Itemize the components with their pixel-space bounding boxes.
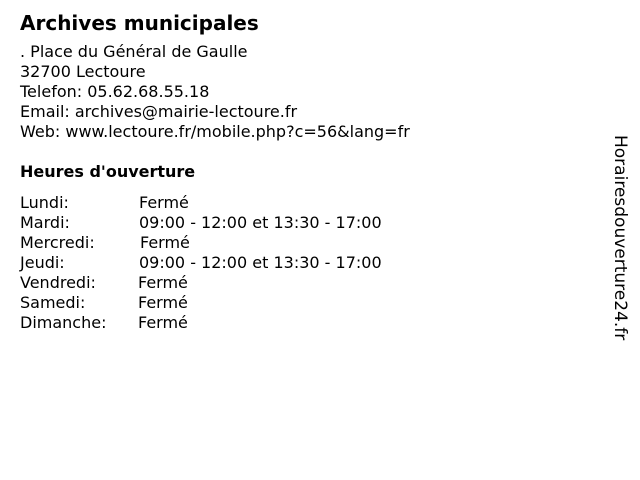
hours-value: Fermé — [138, 273, 188, 292]
hours-heading: Heures d'ouverture — [20, 162, 196, 181]
phone-line: Telefon: 05.62.68.55.18 — [20, 82, 210, 101]
hours-row-saturday — [20, 293, 600, 313]
hours-row-wednesday — [20, 233, 600, 253]
hours-value: Fermé — [138, 293, 188, 312]
day-label: Mercredi: — [20, 233, 95, 252]
hours-row-thursday — [20, 253, 600, 273]
day-label: Vendredi: — [20, 273, 96, 292]
day-label: Jeudi: — [20, 253, 65, 272]
hours-value: 09:00 - 12:00 et 13:30 - 17:00 — [139, 253, 382, 272]
page-title: Archives municipales — [20, 11, 259, 35]
hours-row-monday — [20, 193, 600, 213]
day-label: Samedi: — [20, 293, 86, 312]
day-label: Dimanche: — [20, 313, 107, 332]
opening-hours-list — [20, 193, 600, 333]
site-watermark: Horairesdouverture24.fr — [610, 135, 630, 341]
day-label: Lundi: — [20, 193, 69, 212]
hours-row-tuesday — [20, 213, 600, 233]
city-postal: 32700 Lectoure — [20, 62, 146, 81]
hours-value: 09:00 - 12:00 et 13:30 - 17:00 — [139, 213, 382, 232]
street-address: . Place du Général de Gaulle — [20, 42, 248, 61]
hours-row-sunday — [20, 313, 600, 333]
web-line: Web: www.lectoure.fr/mobile.php?c=56&lang=fr — [20, 122, 410, 141]
email-line: Email: archives@mairie-lectoure.fr — [20, 102, 298, 121]
hours-value: Fermé — [138, 313, 188, 332]
day-label: Mardi: — [20, 213, 70, 232]
business-card — [20, 10, 600, 333]
hours-value: Fermé — [140, 233, 190, 252]
hours-value: Fermé — [139, 193, 189, 212]
address-block — [20, 42, 600, 142]
hours-row-friday — [20, 273, 600, 293]
